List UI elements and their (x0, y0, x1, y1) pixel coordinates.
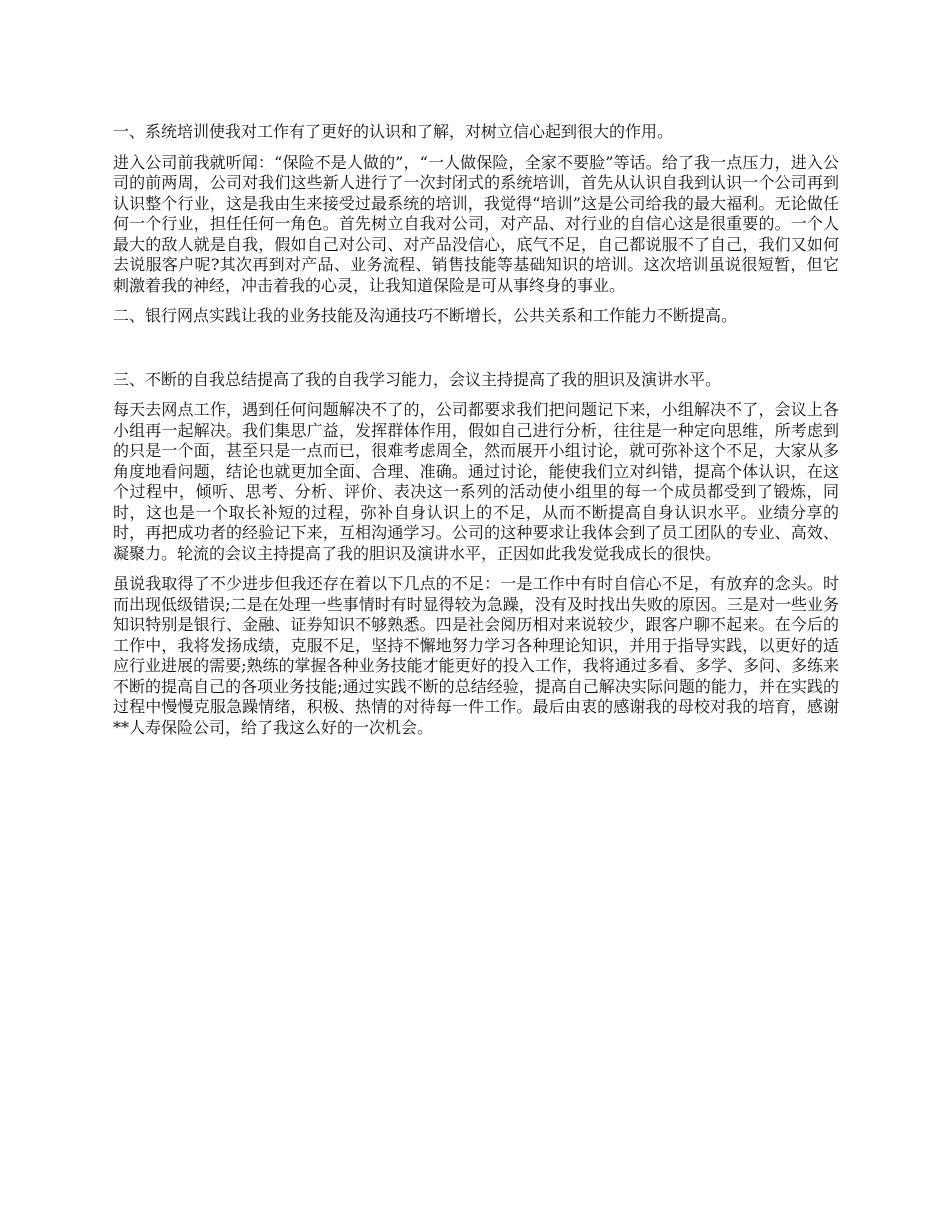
conclusion-body: 虽说我取得了不少进步但我还存在着以下几点的不足：一是工作中有时自信心不足，有放弃的念头。时而出现低级错误;二是在处理一些事情时有时显得较为急躁，没有及时找出失败的原因。三是对一些业务知识特别是银行、金融、证券知识不够熟悉。四是社会阅历相对来说较少，跟客户聊不起来。在今后的工作中，我将发扬成绩，克服不足，坚持不懈地努力学习各种理论知识，并用于指导实践，以更好的适应行业进展的需要;熟练的掌握各种业务技能才能更好的投入工作，我将通过多看、多学、多问、多练来不断的提高自己的各项业务技能;通过实践不断的总结经验，提高自己解决实际问题的能力，并在实践的过程中慢慢克服急躁情绪，积极、热情的对待每一件工作。最后由衷的感谢我的母校对我的培育，感谢**人寿保险公司，给了我这么好的一次机会。 (113, 574, 839, 737)
section-spacer (113, 337, 839, 370)
section-1-heading: 一、系统培训使我对工作有了更好的认识和了解，对树立信心起到很大的作用。 (113, 122, 674, 141)
document-page (113, 122, 839, 748)
section-2-heading: 二、银行网点实践让我的业务技能及沟通技巧不断增长，公共关系和工作能力不断提高。 (113, 306, 738, 325)
section-3-body: 每天去网点工作，遇到任何问题解决不了的，公司都要求我们把问题记下来，小组解决不了，会议上各小组再一起解决。我们集思广益，发挥群体作用，假如自己进行分析，往往是一种定向思维，所考虑到的只是一个面，甚至只是一点而已，很难考虑周全，然而展开小组讨论，就可弥补这个不足，大家从多角度地看问题，结论也就更加全面、合理、准确。通过讨论，能使我们立对纠错，提高个体认识，在这个过程中，倾听、思考、分析、评价、表决这一系列的活动使小组里的每一个成员都受到了锻炼，同时，这也是一个取长补短的过程，弥补自身认识上的不足，从而不断提高自身认识水平。业绩分享的时，再把成功者的经验记下来，互相沟通学习。公司的这种要求让我体会到了员工团队的专业、高效、凝聚力。轮流的会议主持提高了我的胆识及演讲水平，正因如此我发觉我成长的很快。 (113, 400, 839, 563)
section-3-heading: 三、不断的自我总结提高了我的自我学习能力，会议主持提高了我的胆识及演讲水平。 (113, 369, 722, 389)
section-1-body: 进入公司前我就听闻：“保险不是人做的”，“一人做保险，全家不要脸”等话。给了我一点压力，进入公司的前两周，公司对我们这些新人进行了一次封闭式的系统培训，首先从认识自我到认识一个公司再到认识整个行业，这是我由生来接受过最系统的培训，我觉得“培训”这是公司给我的最大福利。无论做任何一个行业，担任任何一角色。首先树立自我对公司，对产品、对行业的自信心这是很重要的。一个人最大的敌人就是自我，假如自己对公司、对产品没信心，底气不足，自己都说服不了自己，我们又如何去说服客户呢?其次再到对产品、业务流程、销售技能等基础知识的培训。这次培训虽说很短暂，但它刺激着我的神经，冲击着我的心灵，让我知道保险是可从事终身的事业。 (113, 152, 839, 295)
